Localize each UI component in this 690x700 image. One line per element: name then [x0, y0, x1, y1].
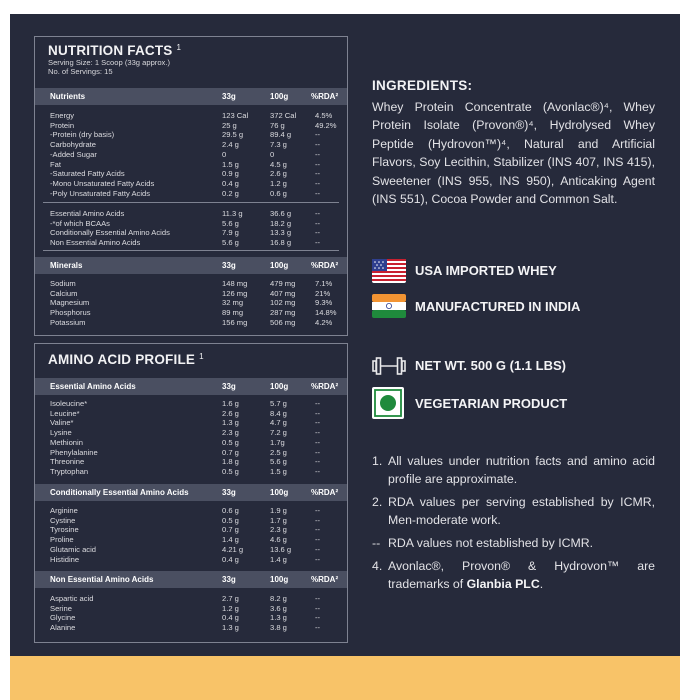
table-row [35, 604, 347, 614]
table-cell: -Protein (dry basis) [50, 130, 115, 140]
header-cell: 33g [222, 92, 236, 101]
table-cell: 0.7 g [222, 447, 239, 457]
table-cell: 506 mg [270, 317, 296, 327]
header-cell: 33g [222, 488, 236, 497]
table-row [35, 516, 347, 526]
table-cell: Threonine [50, 457, 85, 467]
table-cell: -- [315, 466, 321, 476]
table-cell: 1.3 g [222, 418, 239, 428]
table-cell: 0.6 g [270, 188, 287, 198]
table-cell: -- [315, 228, 321, 238]
manufactured-in-india-label: MANUFACTURED IN INDIA [415, 299, 581, 314]
table-header-row [35, 484, 347, 501]
table-row [35, 545, 347, 555]
table-cell: -- [315, 457, 321, 467]
table-cell: 5.6 g [222, 238, 239, 248]
table-cell: -- [315, 149, 321, 159]
table-cell: 29.5 g [222, 130, 244, 140]
table-cell: 2.6 g [222, 408, 239, 418]
table-cell: 89 mg [222, 308, 244, 318]
table-cell: Phenylalanine [50, 447, 98, 457]
table-cell: Essential Amino Acids [50, 209, 125, 218]
table-cell: -- [315, 525, 321, 535]
vegetarian-product-label: VEGETARIAN PRODUCT [415, 396, 568, 411]
table-cell: 1.8 g [222, 457, 239, 467]
table-row [35, 150, 347, 160]
table-cell: -- [315, 130, 321, 140]
header-cell: Minerals [50, 261, 83, 270]
table-cell: Potassium [50, 317, 86, 327]
header-cell: %RDA² [311, 261, 339, 270]
table-cell: -- [315, 506, 321, 515]
table-cell: -Saturated Fatty Acids [50, 169, 125, 179]
table-cell: Leucine* [50, 408, 80, 418]
table-cell: 8.4 g [270, 408, 287, 418]
table-cell: -- [315, 544, 321, 554]
section-divider [43, 250, 339, 251]
table-cell: 0.2 g [222, 188, 239, 198]
table-cell: 0 [222, 149, 227, 159]
table-cell: 2.5 g [270, 447, 287, 457]
table-row [35, 448, 347, 458]
table-row [35, 457, 347, 467]
table-cell: 7.3 g [270, 140, 287, 150]
table-cell: -- [315, 418, 321, 428]
serving-size: Serving Size: 1 Scoop (33g approx.) [48, 58, 170, 67]
header-cell: Non Essential Amino Acids [50, 575, 154, 584]
usa-imported-label: USA IMPORTED WHEY [415, 263, 557, 278]
table-cell: Arginine [50, 506, 78, 515]
table-cell: 4.6 g [270, 535, 287, 545]
table-cell: -- [315, 408, 321, 418]
table-cell: 9.3% [315, 298, 333, 308]
table-cell: Sodium [50, 279, 76, 288]
table-cell: -- [315, 515, 321, 525]
ingredients-text: Whey Protein Concentrate (Avonlac®)⁴, Whey Protein Isolate (Provon®)⁴, Hydrolysed Whey Peptide (Hydrovon™)⁴, Natural and Artificial Flavors, Soy Lecithin, Stabilizer (INS 407, INS 415), Sweetener (INS 955, INS 950), Anticaking Agent (INS 551), Cocoa Powder and Common Salt. [372, 100, 655, 207]
table-cell: 4.5 g [270, 159, 287, 169]
table-cell: Aspartic acid [50, 594, 94, 603]
ingredients-title: INGREDIENTS: [372, 78, 473, 93]
amino-acid-profile-title: AMINO ACID PROFILE $^1$ [48, 352, 204, 367]
table-cell: -- [315, 535, 321, 545]
table-cell: 1.3 g [270, 613, 287, 623]
section-divider [43, 202, 339, 203]
table-cell: 18.2 g [270, 218, 292, 228]
table-cell: Histidine [50, 554, 80, 564]
header-cell: 100g [270, 575, 289, 584]
table-cell: Tyrosine [50, 525, 79, 535]
table-row [35, 525, 347, 535]
table-cell: -Mono Unsaturated Fatty Acids [50, 178, 155, 188]
table-row [35, 209, 347, 219]
table-cell: 25 g [222, 120, 237, 130]
header-cell: 33g [222, 261, 236, 270]
table-cell: 4.21 g [222, 544, 244, 554]
table-row [35, 623, 347, 633]
table-cell: 5.6 g [270, 457, 287, 467]
table-cell: 3.8 g [270, 623, 287, 633]
table-cell: -- [315, 613, 321, 623]
header-cell: 100g [270, 92, 289, 101]
header-cell: 100g [270, 261, 289, 270]
table-cell: Cystine [50, 515, 76, 525]
bottom-color-band [10, 656, 680, 700]
table-cell: 89.4 g [270, 130, 292, 140]
table-cell: 5.7 g [270, 399, 287, 408]
table-cell: 4.5% [315, 111, 333, 120]
table-row [35, 140, 347, 150]
table-cell: 2.3 g [222, 428, 239, 438]
table-header-row [35, 378, 347, 395]
table-cell: 1.9 g [270, 506, 287, 515]
table-cell: 126 mg [222, 288, 248, 298]
table-cell: 32 mg [222, 298, 244, 308]
table-cell: Non Essential Amino Acids [50, 238, 141, 248]
table-cell: 1.7g [270, 437, 285, 447]
table-cell: 1.4 g [222, 535, 239, 545]
table-cell: 4.7 g [270, 418, 287, 428]
table-cell: 1.5 g [222, 159, 239, 169]
header-cell: 33g [222, 575, 236, 584]
table-cell: 0.9 g [222, 169, 239, 179]
header-cell: 33g [222, 382, 236, 391]
table-cell: 16.8 g [270, 238, 292, 248]
table-cell: -- [315, 437, 321, 447]
table-cell: 2.3 g [270, 525, 287, 535]
table-cell: 102 mg [270, 298, 296, 308]
india-flag-icon [372, 294, 406, 318]
header-cell: %RDA² [311, 575, 339, 584]
table-cell: 5.6 g [222, 218, 239, 228]
table-header-row [35, 257, 347, 274]
table-cell: -- [315, 209, 321, 218]
table-cell: Magnesium [50, 298, 90, 308]
table-row [35, 467, 347, 477]
table-cell: 7.2 g [270, 428, 287, 438]
table-cell: Glutamic acid [50, 544, 97, 554]
table-cell: 407 mg [270, 288, 296, 298]
table-cell: 7.1% [315, 279, 333, 288]
table-cell: 14.8% [315, 308, 337, 318]
table-cell: 8.2 g [270, 594, 287, 603]
table-cell: 76 g [270, 120, 285, 130]
header-cell: Conditionally Essential Amino Acids [50, 488, 189, 497]
table-row [35, 308, 347, 318]
usa-flag-icon [372, 259, 406, 283]
table-cell: 0.7 g [222, 525, 239, 535]
table-cell: 7.9 g [222, 228, 239, 238]
table-cell: Carbohydrate [50, 140, 97, 150]
footnote: 2. RDA values per serving established by ICMR, Men-moderate work. [372, 495, 655, 527]
net-weight-label: NET WT. 500 G (1.1 LBS) [415, 358, 566, 373]
table-row [35, 130, 347, 140]
table-row [35, 169, 347, 179]
table-cell: 372 Cal [270, 111, 297, 120]
table-cell: Conditionally Essential Amino Acids [50, 228, 170, 238]
table-cell: -- [315, 399, 321, 408]
header-cell: 100g [270, 488, 289, 497]
table-cell: 1.6 g [222, 399, 239, 408]
table-cell: -- [315, 623, 321, 633]
table-cell: 2.7 g [222, 594, 239, 603]
table-row [35, 535, 347, 545]
table-cell: Glycine [50, 613, 76, 623]
table-cell: 287 mg [270, 308, 296, 318]
table-row [35, 555, 347, 565]
table-cell: 0.4 g [222, 554, 239, 564]
header-cell: %RDA² [311, 488, 339, 497]
table-cell: 2.6 g [270, 169, 287, 179]
footnotes [372, 452, 655, 598]
table-cell: Energy [50, 111, 75, 120]
table-cell: 1.4 g [270, 554, 287, 564]
nutrition-facts-table [34, 36, 348, 336]
table-cell: 13.3 g [270, 228, 292, 238]
table-cell: 49.2% [315, 120, 337, 130]
table-cell: 1.7 g [270, 515, 287, 525]
header-cell: 100g [270, 382, 289, 391]
table-row [35, 219, 347, 229]
table-row [35, 289, 347, 299]
table-cell: 11.3 g [222, 209, 243, 218]
table-cell: Proline [50, 535, 74, 545]
table-cell: -- [315, 178, 321, 188]
table-row [35, 189, 347, 199]
vegetarian-mark-icon [372, 387, 404, 419]
table-cell: 1.5 g [270, 466, 287, 476]
servings-count: No. of Servings: 15 [48, 67, 113, 76]
table-cell: -- [315, 554, 321, 564]
table-cell: 13.6 g [270, 544, 292, 554]
nutrition-facts-title: NUTRITION FACTS $^1$ [48, 43, 182, 58]
table-row [35, 111, 347, 121]
table-cell: Serine [50, 603, 72, 613]
table-row [35, 506, 347, 516]
table-cell: 2.4 g [222, 140, 239, 150]
table-cell: 148 mg [222, 279, 248, 288]
table-header-row [35, 571, 347, 588]
table-cell: -Poly Unsaturated Fatty Acids [50, 188, 151, 198]
header-cell: Nutrients [50, 92, 86, 101]
dumbbell-icon [372, 354, 406, 378]
table-cell: -- [315, 159, 321, 169]
table-cell: -- [315, 603, 321, 613]
table-cell: Tryptophan [50, 466, 89, 476]
table-cell: 0.6 g [222, 506, 239, 515]
amino-acid-profile-table [34, 343, 348, 643]
header-cell: %RDA² [311, 92, 339, 101]
header-cell: Essential Amino Acids [50, 382, 136, 391]
table-row [35, 298, 347, 308]
table-cell: Phosphorus [50, 308, 91, 318]
table-header-row [35, 88, 347, 105]
footnote: 4. Avonlac®, Provon® & Hydrovon™ are trademarks of Glanbia PLC. [372, 559, 655, 591]
table-row [35, 613, 347, 623]
table-row [35, 238, 347, 248]
table-row [35, 160, 347, 170]
table-cell: Methionin [50, 437, 83, 447]
table-cell: 0.4 g [222, 613, 239, 623]
table-row [35, 594, 347, 604]
header-cell: %RDA² [311, 382, 339, 391]
table-row [35, 409, 347, 419]
table-row [35, 179, 347, 189]
table-cell: -- [315, 140, 321, 150]
table-cell: Fat [50, 159, 61, 169]
table-cell: 156 mg [222, 317, 248, 327]
table-row [35, 121, 347, 131]
footnote: -- RDA values not established by ICMR. [372, 536, 594, 550]
table-cell: 1.2 g [270, 178, 287, 188]
table-row [35, 279, 347, 289]
table-cell: Valine* [50, 418, 74, 428]
table-row [35, 418, 347, 428]
table-cell: Alanine [50, 623, 76, 633]
table-cell: -- [315, 188, 321, 198]
table-cell: -- [315, 594, 321, 603]
table-cell: 1.3 g [222, 623, 239, 633]
table-cell: 479 mg [270, 279, 296, 288]
table-cell: 4.2% [315, 317, 333, 327]
table-cell: Lysine [50, 428, 72, 438]
footnote: 1. All values under nutrition facts and amino acid profile are approximate. [372, 454, 655, 486]
table-cell: -Added Sugar [50, 149, 97, 159]
table-cell: 123 Cal [222, 111, 249, 120]
table-row [35, 438, 347, 448]
table-cell: Protein [50, 120, 75, 130]
table-cell: 0.4 g [222, 178, 239, 188]
table-cell: Isoleucine* [50, 399, 88, 408]
table-cell: -- [315, 218, 321, 228]
table-row [35, 228, 347, 238]
table-cell: -- [315, 238, 321, 248]
table-cell: -*of which BCAAs [50, 218, 110, 228]
table-row [35, 399, 347, 409]
table-cell: 36.6 g [270, 209, 292, 218]
table-cell: -- [315, 428, 321, 438]
table-cell: 0 [270, 149, 275, 159]
table-cell: 3.6 g [270, 603, 287, 613]
table-cell: 0.5 g [222, 466, 239, 476]
table-cell: Calcium [50, 288, 78, 298]
table-cell: 21% [315, 288, 331, 298]
table-row [35, 428, 347, 438]
table-cell: -- [315, 447, 321, 457]
table-cell: 1.2 g [222, 603, 239, 613]
table-cell: -- [315, 169, 321, 179]
table-cell: 0.5 g [222, 515, 239, 525]
table-row [35, 318, 347, 328]
table-cell: 0.5 g [222, 437, 239, 447]
